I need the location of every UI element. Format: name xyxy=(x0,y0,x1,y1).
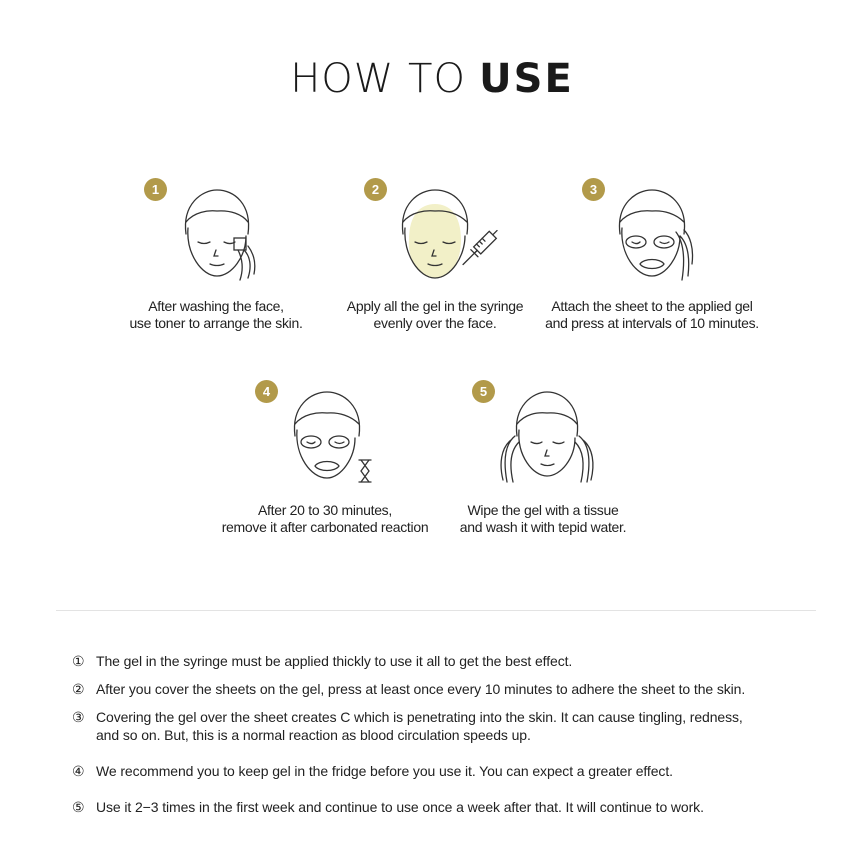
step-number-badge: 2 xyxy=(364,178,387,201)
step-number-badge: 4 xyxy=(255,380,278,403)
caption-line-2: evenly over the face. xyxy=(373,315,497,331)
note-text: After you cover the sheets on the gel, press at least once every 10 minutes to adhere the sheet to the skin. xyxy=(96,681,746,697)
caption-line-1: Apply all the gel in the syringe xyxy=(346,298,524,314)
caption-line-2: use toner to arrange the skin. xyxy=(129,315,303,331)
note-text-continued: and so on. But, this is a normal reaction as blood circulation speeds up. xyxy=(96,727,531,743)
note-item xyxy=(72,708,743,744)
caption-line-1: Wipe the gel with a tissue xyxy=(467,502,619,518)
caption-line-2: and wash it with tepid water. xyxy=(459,519,627,535)
face-mask-timer-icon xyxy=(285,386,385,486)
step-caption xyxy=(542,298,762,332)
note-item xyxy=(72,798,704,816)
face-wash-icon xyxy=(495,386,595,486)
note-text: The gel in the syringe must be applied thickly to use it all to get the best effect. xyxy=(96,653,573,669)
step-number-badge: 1 xyxy=(144,178,167,201)
step-caption xyxy=(106,298,326,332)
note-text: We recommend you to keep gel in the fridge before you use it. You can expect a greater effect. xyxy=(96,763,673,779)
caption-line-1: After washing the face, xyxy=(148,298,284,314)
step-caption xyxy=(325,298,545,332)
note-text: Use it 2−3 times in the first week and continue to use once a week after that. It will continue to work. xyxy=(96,799,704,815)
note-number: ③ xyxy=(72,709,85,725)
title-bold: USE xyxy=(479,56,574,102)
caption-line-1: Attach the sheet to the applied gel xyxy=(551,298,753,314)
step-caption xyxy=(215,502,435,536)
note-number: ① xyxy=(72,653,85,669)
note-item xyxy=(72,762,673,780)
title-light: HOW TO xyxy=(290,56,466,102)
face-sheet-mask-icon xyxy=(608,184,698,284)
note-text: Covering the gel over the sheet creates C which is penetrating into the skin. It can cause tingling, redness, xyxy=(96,709,743,725)
face-toner-icon xyxy=(172,184,262,284)
note-number: ⑤ xyxy=(72,799,85,815)
step-number-badge: 3 xyxy=(582,178,605,201)
section-divider xyxy=(56,610,816,611)
note-number: ④ xyxy=(72,763,85,779)
step-caption xyxy=(433,502,653,536)
caption-line-2: remove it after carbonated reaction xyxy=(221,519,429,535)
note-number: ② xyxy=(72,681,85,697)
caption-line-2: and press at intervals of 10 minutes. xyxy=(545,315,759,331)
face-gel-syringe-icon xyxy=(395,184,505,284)
note-item xyxy=(72,680,745,698)
caption-line-1: After 20 to 30 minutes, xyxy=(258,502,392,518)
page-title xyxy=(0,56,864,100)
step-number-badge: 5 xyxy=(472,380,495,403)
note-item xyxy=(72,652,572,670)
